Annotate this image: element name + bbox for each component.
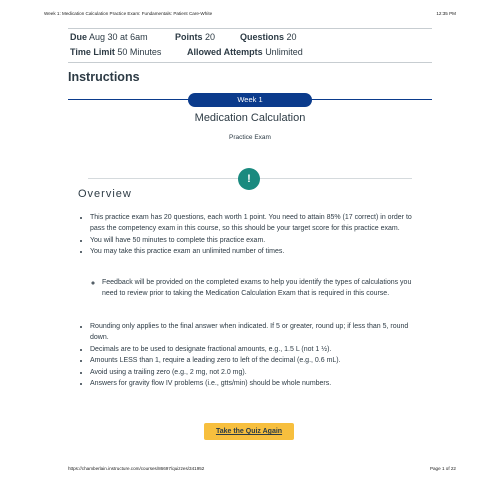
list-item: • Decimals are to be used to designate fractional amounts, e.g., 1.5 L (not 1 ½).	[90, 344, 425, 355]
print-footer	[68, 466, 456, 471]
quiz-details-row-2	[70, 45, 430, 60]
questions-value: 20	[286, 32, 297, 42]
details-top-divider	[68, 28, 432, 29]
print-header-title: Week 1: Medication Calculation Practice Exam: Fundamentals: Patient Care-White	[44, 11, 213, 16]
due-value: Aug 30 at 6am	[89, 32, 148, 42]
allowed-attempts-label: Allowed Attempts	[187, 47, 263, 57]
print-header-time: 12:35 PM	[436, 11, 456, 16]
due-label: Due	[70, 32, 88, 42]
list-item: • Rounding only applies to the final answer when indicated. If 5 or greater, round up; if less than 5, round down.	[90, 321, 425, 344]
instructions-heading: Instructions	[68, 70, 140, 84]
quiz-details	[70, 30, 430, 60]
exam-type: Practice Exam	[229, 134, 271, 141]
time-limit-label: Time Limit	[70, 47, 115, 57]
week-label-pill: Week 1	[188, 93, 312, 107]
list-item: • Avoid using a trailing zero (e.g., 2 mg, not 2.0 mg).	[90, 367, 425, 378]
course-title: Medication Calculation	[194, 112, 306, 124]
time-limit-value: 50 Minutes	[117, 47, 162, 57]
questions-label: Questions	[240, 32, 285, 42]
points-value: 20	[205, 32, 216, 42]
overview-list-2	[80, 321, 425, 389]
allowed-attempts-value: Unlimited	[265, 47, 303, 57]
quiz-details-row-1	[70, 30, 430, 45]
list-item: • You may take this practice exam an unlimited number of times.	[90, 246, 425, 257]
overview-sub-list	[92, 277, 422, 300]
list-item: ◦ Feedback will be provided on the completed exams to help you identify the types of calculations you need to review prior to taking the Medication Calculation Exam that is required in this course.	[102, 277, 422, 300]
info-icon: !	[238, 168, 260, 190]
details-bottom-divider	[68, 62, 432, 63]
print-header	[44, 11, 456, 16]
overview-list-1	[80, 212, 425, 258]
list-item: • This practice exam has 20 questions, each worth 1 point. You need to attain 85% (17 correct) in order to pass the competency exam in this course, so this should be your target score for this practice exam.	[90, 212, 425, 235]
print-footer-url: https://chamberlain.instructure.com/courses/86697/quizzes/341952	[68, 466, 205, 471]
list-item: • You will have 50 minutes to complete this practice exam.	[90, 235, 425, 246]
list-item: • Amounts LESS than 1, require a leading zero to left of the decimal (e.g., 0.6 mL).	[90, 355, 425, 366]
list-item: • Answers for gravity flow IV problems (i.e., gtts/min) should be whole numbers.	[90, 378, 425, 389]
overview-heading: Overview	[78, 188, 132, 200]
take-quiz-again-button[interactable]: Take the Quiz Again	[204, 423, 294, 440]
points-label: Points	[175, 32, 203, 42]
print-footer-page: Page 1 of 22	[429, 466, 456, 471]
